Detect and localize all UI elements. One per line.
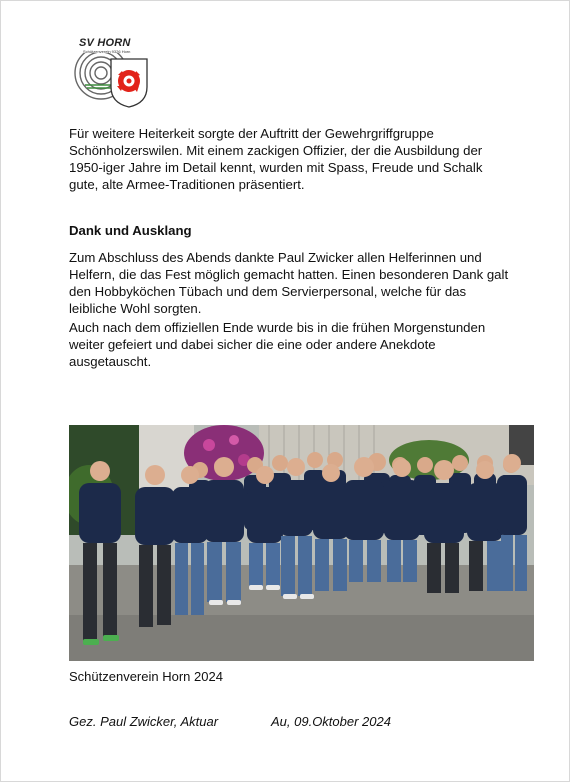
target-shield-icon bbox=[73, 53, 153, 109]
signature-author: Gez. Paul Zwicker, Aktuar bbox=[69, 714, 219, 729]
paragraph-dank: Zum Abschluss des Abends dankte Paul Zwicker allen Helferinnen und Helfern, die das Fest möglich gemacht hatten. Einen besonderen Dank galt den Hobbyköchen Tübach und dem Servierpersonal, welche für das leibliche Wohl sorgten. bbox=[69, 250, 509, 316]
group-photo bbox=[69, 425, 534, 661]
photo-caption: Schützenverein Horn 2024 bbox=[69, 669, 223, 684]
section-heading: Dank und Ausklang bbox=[69, 223, 192, 238]
logo-title: SV HORN bbox=[79, 37, 131, 49]
group-photo-illustration bbox=[69, 425, 534, 661]
club-logo bbox=[73, 37, 153, 107]
logo-subtitle: Schützenverein 9326 Horn bbox=[83, 49, 131, 54]
signature-date: Au, 09.Oktober 2024 bbox=[271, 714, 391, 729]
paragraph-ausklang: Auch nach dem offiziellen Ende wurde bis in die frühen Morgenstunden weiter gefeiert und dabei sicher die eine oder andere Anekdote ausgetauscht. bbox=[69, 320, 486, 369]
paragraph-gewehrgriff: Für weitere Heiterkeit sorgte der Auftritt der Gewehrgriffgruppe Schönholzerswilen. Mit einem zackigen Offizier, der die Ausbildung der 1950-iger Jahre im Detail kennt, wurden mit Spass, Freude und Schalk gute, alte Armee-Traditionen präsentiert. bbox=[69, 126, 483, 192]
